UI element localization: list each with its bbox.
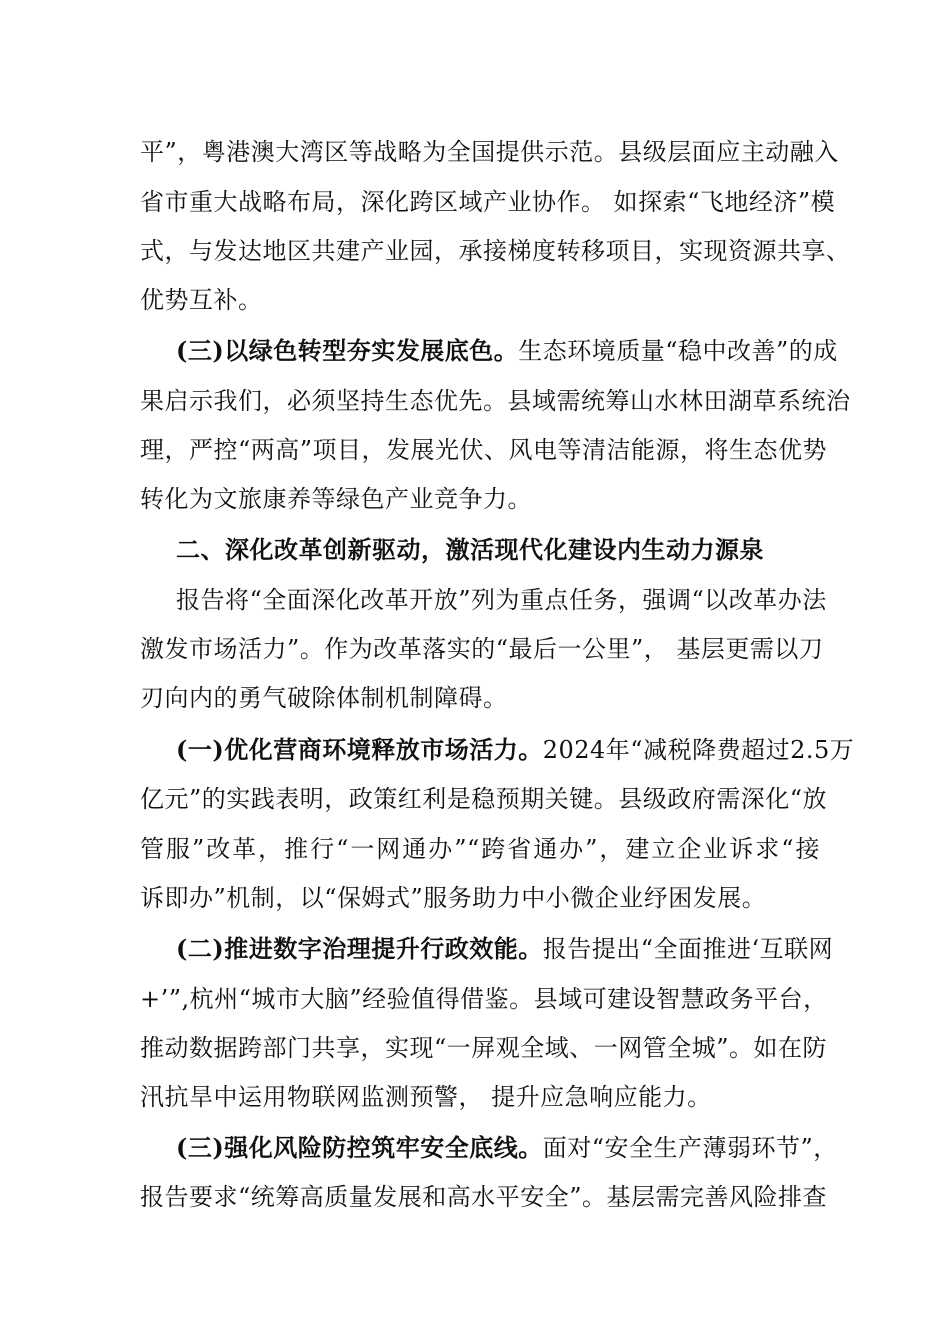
text-line: 管服”改革，推行“一网通办”“跨省通办”，建立企业诉求“接 xyxy=(140,835,820,863)
text-line: 果启示我们，必须坚持生态优先。县域需统筹山水林田湖草系统治 xyxy=(140,387,851,415)
paragraph-lead-line xyxy=(176,1128,838,1168)
text-line: 亿元”的实践表明，政策红利是稳预期关键。县级政府需深化“放 xyxy=(140,785,828,813)
paragraph-lead-line xyxy=(176,730,855,770)
text-line: 报告将“全面深化改革开放”列为重点任务，强调“以改革办法 xyxy=(176,586,827,614)
text-span: 生态环境质量“稳中改善”的成 xyxy=(518,337,838,365)
text-line: 诉即办”机制，以“保姆式”服务助力中小微企业纾困发展。 xyxy=(140,884,767,912)
paragraph-lead: (一)优化营商环境释放市场活力。 xyxy=(176,735,543,764)
text-line: 平”，粤港澳大湾区等战略为全国提供示范。县级层面应主动融入 xyxy=(140,138,839,166)
paragraph-lead: (二)推进数字治理提升行政效能。 xyxy=(176,934,543,963)
text-line: 式，与发达地区共建产业园，承接梯度转移项目，实现资源共享、 xyxy=(140,237,851,265)
paragraph-lead: (三)以绿色转型夯实发展底色。 xyxy=(176,336,519,365)
text-span: 面对“安全生产薄弱环节”， xyxy=(542,1134,838,1162)
text-line: 转化为文旅康养等绿色产业竞争力。 xyxy=(140,485,532,513)
text-line: 优势互补。 xyxy=(140,286,263,314)
text-line: 汛抗旱中运用物联网监测预警， 提升应急响应能力。 xyxy=(140,1083,712,1111)
text-line: 理，严控“两高”项目，发展光伏、风电等清洁能源，将生态优势 xyxy=(140,436,828,464)
paragraph-lead: (三)强化风险防控筑牢安全底线。 xyxy=(176,1133,543,1162)
text-line: 刃向内的勇气破除体制机制障碍。 xyxy=(140,684,508,712)
text-line: 推动数据跨部门共享，实现“一屏观全域、一网管全城”。如在防 xyxy=(140,1034,828,1062)
text-line: 激发市场活力”。作为改革落实的“最后一公里”， 基层更需以刀 xyxy=(140,635,824,663)
text-line: 报告要求“统筹高质量发展和高水平安全”。基层需完善风险排查 xyxy=(140,1183,828,1211)
text-span: 报告提出“全面推进‘互联网 xyxy=(542,935,834,963)
paragraph-lead-line xyxy=(176,929,834,969)
text-span: 2024年“减税降费超过2.5万 xyxy=(542,736,855,764)
text-line: +’”,杭州“城市大脑”经验值得借鉴。县域可建设智慧政务平台， xyxy=(140,985,828,1013)
text-line: 省市重大战略布局，深化跨区域产业协作。 如探索“飞地经济”模 xyxy=(140,188,836,216)
section-heading: 二、深化改革创新驱动，激活现代化建设内生动力源泉 xyxy=(176,535,764,564)
paragraph-lead-line xyxy=(176,331,838,371)
